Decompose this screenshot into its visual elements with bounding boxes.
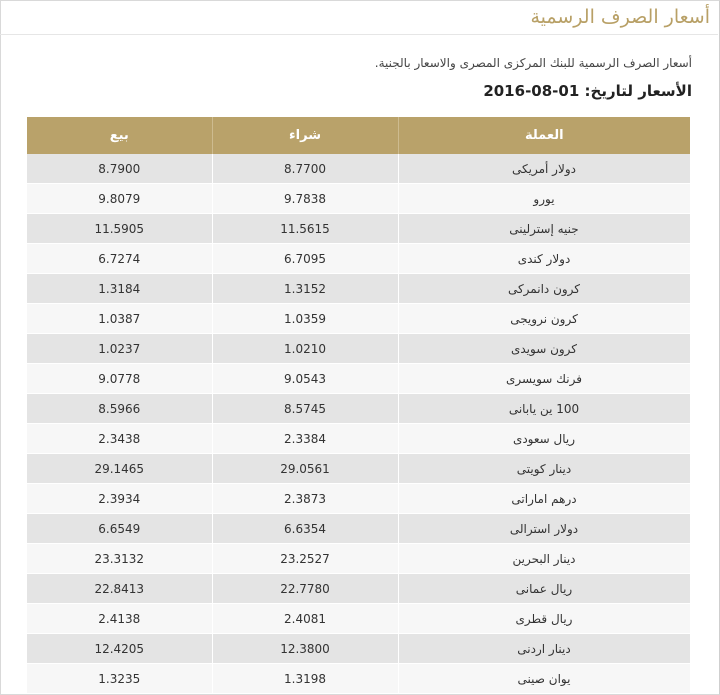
sell-rate-cell: 1.0387 bbox=[27, 304, 212, 334]
sell-rate-cell: 9.0778 bbox=[27, 364, 212, 394]
currency-name-cell: كرون دانمركى bbox=[398, 274, 690, 304]
buy-rate-cell: 6.7095 bbox=[212, 244, 398, 274]
buy-rate-cell: 6.6354 bbox=[212, 514, 398, 544]
currency-name-cell: يورو bbox=[398, 184, 690, 214]
buy-rate-cell: 8.5745 bbox=[212, 394, 398, 424]
intro-text: أسعار الصرف الرسمية للبنك المركزى المصرى والاسعار بالجنية. bbox=[374, 56, 692, 70]
sell-rate-cell: 2.3934 bbox=[27, 484, 212, 514]
currency-name-cell: دينار كويتى bbox=[398, 454, 690, 484]
table-row bbox=[27, 544, 690, 574]
exchange-rates-table bbox=[27, 117, 691, 694]
buy-rate-cell: 11.5615 bbox=[212, 214, 398, 244]
table-row bbox=[27, 484, 690, 514]
buy-rate-cell: 1.3198 bbox=[212, 664, 398, 694]
buy-rate-cell: 23.2527 bbox=[212, 544, 398, 574]
buy-rate-cell: 29.0561 bbox=[212, 454, 398, 484]
table-row bbox=[27, 604, 690, 634]
sell-rate-cell: 23.3132 bbox=[27, 544, 212, 574]
sell-rate-cell: 2.3438 bbox=[27, 424, 212, 454]
buy-rate-cell: 8.7700 bbox=[212, 154, 398, 184]
page-header bbox=[0, 0, 718, 35]
currency-name-cell: فرنك سويسرى bbox=[398, 364, 690, 394]
buy-rate-cell: 1.0359 bbox=[212, 304, 398, 334]
table-row bbox=[27, 574, 690, 604]
buy-rate-cell: 2.3384 bbox=[212, 424, 398, 454]
buy-rate-cell: 22.7780 bbox=[212, 574, 398, 604]
table-row bbox=[27, 184, 690, 214]
currency-name-cell: كرون سويدى bbox=[398, 334, 690, 364]
buy-rate-cell: 1.0210 bbox=[212, 334, 398, 364]
currency-name-cell: دينار اردنى bbox=[398, 634, 690, 664]
sell-rate-cell: 29.1465 bbox=[27, 454, 212, 484]
sell-rate-cell: 22.8413 bbox=[27, 574, 212, 604]
column-header-currency: العملة bbox=[398, 117, 690, 154]
buy-rate-cell: 12.3800 bbox=[212, 634, 398, 664]
sell-rate-cell: 9.8079 bbox=[27, 184, 212, 214]
table-row bbox=[27, 244, 690, 274]
table-row bbox=[27, 304, 690, 334]
sell-rate-cell: 1.3184 bbox=[27, 274, 212, 304]
table-row bbox=[27, 454, 690, 484]
currency-name-cell: درهم اماراتى bbox=[398, 484, 690, 514]
sell-rate-cell: 6.7274 bbox=[27, 244, 212, 274]
table-row bbox=[27, 274, 690, 304]
table-row bbox=[27, 664, 690, 694]
table-row bbox=[27, 514, 690, 544]
currency-name-cell: دولار كندى bbox=[398, 244, 690, 274]
sell-rate-cell: 8.7900 bbox=[27, 154, 212, 184]
buy-rate-cell: 2.3873 bbox=[212, 484, 398, 514]
table-row bbox=[27, 364, 690, 394]
sell-rate-cell: 1.0237 bbox=[27, 334, 212, 364]
sell-rate-cell: 6.6549 bbox=[27, 514, 212, 544]
buy-rate-cell: 2.4081 bbox=[212, 604, 398, 634]
currency-name-cell: ريال قطرى bbox=[398, 604, 690, 634]
currency-name-cell: يوان صينى bbox=[398, 664, 690, 694]
currency-name-cell: دولار أمريكى bbox=[398, 154, 690, 184]
currency-name-cell: ريال سعودى bbox=[398, 424, 690, 454]
table-row bbox=[27, 334, 690, 364]
buy-rate-cell: 9.7838 bbox=[212, 184, 398, 214]
buy-rate-cell: 9.0543 bbox=[212, 364, 398, 394]
rates-date: الأسعار لتاريخ: 01-08-2016 bbox=[483, 82, 692, 100]
column-header-buy: شراء bbox=[212, 117, 398, 154]
table-row bbox=[27, 394, 690, 424]
currency-name-cell: جنيه إسترلينى bbox=[398, 214, 690, 244]
sell-rate-cell: 1.3235 bbox=[27, 664, 212, 694]
currency-name-cell: ريال عمانى bbox=[398, 574, 690, 604]
table-header-row bbox=[27, 117, 690, 154]
page-title: أسعار الصرف الرسمية bbox=[530, 6, 710, 28]
currency-name-cell: دينار البحرين bbox=[398, 544, 690, 574]
currency-name-cell: 100 ين يابانى bbox=[398, 394, 690, 424]
table-row bbox=[27, 154, 690, 184]
currency-name-cell: كرون نرويجى bbox=[398, 304, 690, 334]
sell-rate-cell: 11.5905 bbox=[27, 214, 212, 244]
sell-rate-cell: 8.5966 bbox=[27, 394, 212, 424]
table-row bbox=[27, 424, 690, 454]
table-row bbox=[27, 214, 690, 244]
sell-rate-cell: 12.4205 bbox=[27, 634, 212, 664]
column-header-sell: بيع bbox=[27, 117, 212, 154]
currency-name-cell: دولار استرالى bbox=[398, 514, 690, 544]
sell-rate-cell: 2.4138 bbox=[27, 604, 212, 634]
table-row bbox=[27, 634, 690, 664]
buy-rate-cell: 1.3152 bbox=[212, 274, 398, 304]
